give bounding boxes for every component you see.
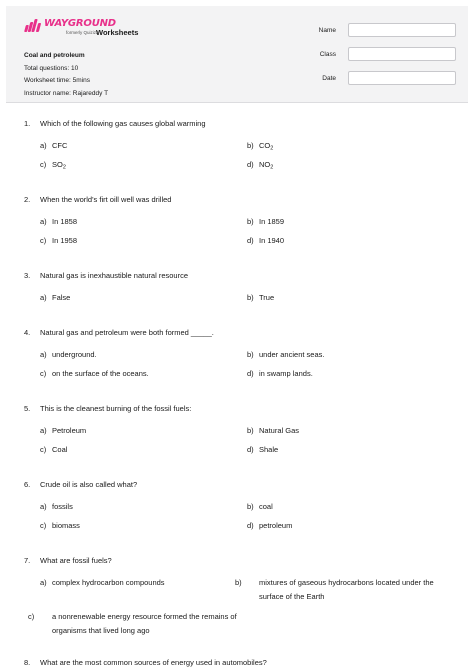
- logo-wordmark: WAYGROUND: [44, 18, 116, 29]
- option-letter: a): [40, 350, 47, 359]
- option-6-b[interactable]: [247, 500, 447, 514]
- question-text: Natural gas and petroleum were both formed _____.: [40, 328, 214, 337]
- option-text: petroleum: [259, 521, 293, 530]
- question-text: What are fossil fuels?: [40, 556, 112, 565]
- option-text: coal: [259, 502, 273, 511]
- worksheet-meta: [24, 50, 108, 100]
- option-4-d[interactable]: [247, 367, 447, 381]
- option-text: mixtures of gaseous hydrocarbons located under the surface of the Earth: [259, 578, 434, 601]
- option-2-a[interactable]: [40, 215, 240, 229]
- option-letter: b): [235, 578, 242, 587]
- question-text: Crude oil is also called what?: [40, 480, 138, 489]
- option-letter: a): [40, 502, 47, 511]
- total-questions: Total questions: 10: [24, 64, 79, 72]
- name-label: Name: [318, 27, 336, 34]
- option-text: fossils: [52, 502, 73, 511]
- option-letter: c): [40, 236, 47, 245]
- option-letter: c): [40, 521, 47, 530]
- option-2-d[interactable]: [247, 234, 447, 248]
- option-text: Petroleum: [52, 426, 87, 435]
- option-text: biomass: [52, 521, 80, 530]
- option-text: False: [52, 293, 71, 302]
- option-letter: b): [247, 293, 254, 302]
- option-3-a[interactable]: [40, 291, 240, 305]
- logo-subtitle: formerly Quizizz: [66, 30, 99, 35]
- option-6-a[interactable]: [40, 500, 240, 514]
- option-5-d[interactable]: [247, 443, 447, 457]
- option-7-a[interactable]: [40, 576, 240, 590]
- question-text: Which of the following gas causes global warming: [40, 119, 206, 128]
- question-text: Natural gas is inexhaustible natural resource: [40, 271, 188, 280]
- option-3-b[interactable]: [247, 291, 447, 305]
- option-6-c[interactable]: [40, 519, 240, 533]
- option-1-c[interactable]: [40, 158, 240, 172]
- question-number: 7.: [24, 556, 31, 565]
- option-letter: c): [40, 369, 47, 378]
- question-number: 6.: [24, 480, 31, 489]
- option-letter: c): [40, 160, 47, 169]
- question-number: 3.: [24, 271, 31, 280]
- question-3: [24, 271, 456, 280]
- question-text: What are the most common sources of energy used in automobiles?: [40, 658, 267, 667]
- option-letter: d): [247, 521, 254, 530]
- option-subscript: 2: [270, 145, 274, 152]
- option-4-a[interactable]: [40, 348, 240, 362]
- question-number: 8.: [24, 658, 31, 667]
- option-text: In 1940: [259, 236, 285, 245]
- option-text: a nonrenewable energy resource formed the remains of organisms that lived long ago: [52, 612, 237, 635]
- option-1-d[interactable]: [247, 158, 447, 172]
- option-text: Shale: [259, 445, 279, 454]
- option-text: Natural Gas: [259, 426, 300, 435]
- class-field[interactable]: [348, 47, 456, 61]
- question-6: [24, 480, 456, 489]
- question-text: This is the cleanest burning of the fossil fuels:: [40, 404, 192, 413]
- option-letter: a): [40, 293, 47, 302]
- option-5-b[interactable]: [247, 424, 447, 438]
- option-1-b[interactable]: [247, 139, 447, 153]
- option-letter: c): [28, 612, 35, 621]
- option-4-c[interactable]: [40, 367, 240, 381]
- option-subscript: 2: [270, 164, 274, 171]
- instructor-name: Instructor name: Rajareddy T: [24, 89, 109, 97]
- class-label: Class: [319, 51, 336, 58]
- option-1-a[interactable]: [40, 139, 240, 153]
- option-6-d[interactable]: [247, 519, 447, 533]
- option-text: on the surface of the oceans.: [52, 369, 149, 378]
- option-text: CFC: [52, 141, 68, 150]
- worksheet-header: [6, 6, 468, 103]
- option-text: SO: [52, 160, 63, 169]
- question-5: [24, 404, 456, 413]
- option-letter: b): [247, 426, 254, 435]
- question-number: 4.: [24, 328, 31, 337]
- option-letter: d): [247, 236, 254, 245]
- question-number: 2.: [24, 195, 31, 204]
- option-letter: a): [40, 578, 47, 587]
- option-7-b[interactable]: [235, 576, 457, 604]
- question-8: [24, 658, 456, 667]
- question-7: [24, 556, 456, 565]
- option-5-c[interactable]: [40, 443, 240, 457]
- question-number: 1.: [24, 119, 31, 128]
- question-2: [24, 195, 456, 204]
- option-2-c[interactable]: [40, 234, 240, 248]
- option-text: NO: [259, 160, 271, 169]
- option-5-a[interactable]: [40, 424, 240, 438]
- worksheet-title: Coal and petroleum: [24, 52, 85, 59]
- name-field[interactable]: [348, 23, 456, 37]
- question-1: [24, 119, 456, 128]
- option-7-c[interactable]: [28, 610, 240, 638]
- option-text: Coal: [52, 445, 68, 454]
- option-subscript: 2: [62, 164, 66, 171]
- option-4-b[interactable]: [247, 348, 447, 362]
- option-text: under ancient seas.: [259, 350, 325, 359]
- option-text: complex hydrocarbon compounds: [52, 578, 165, 587]
- option-letter: d): [247, 369, 254, 378]
- question-4: [24, 328, 456, 337]
- option-text: In 1858: [52, 217, 78, 226]
- option-letter: d): [247, 445, 254, 454]
- option-text: In 1958: [52, 236, 78, 245]
- question-number: 5.: [24, 404, 31, 413]
- option-text: in swamp lands.: [259, 369, 313, 378]
- option-2-b[interactable]: [247, 215, 447, 229]
- option-letter: b): [247, 217, 254, 226]
- option-letter: d): [247, 160, 254, 169]
- option-text: CO: [259, 141, 271, 150]
- option-text: In 1859: [259, 217, 285, 226]
- option-letter: a): [40, 141, 47, 150]
- option-letter: a): [40, 426, 47, 435]
- date-field[interactable]: [348, 71, 456, 85]
- option-text: True: [259, 293, 275, 302]
- question-text: When the world's firt oill well was drilled: [40, 195, 172, 204]
- option-letter: c): [40, 445, 47, 454]
- logo-bars-icon: [24, 19, 42, 32]
- worksheet-time: Worksheet time: 5mins: [24, 77, 90, 84]
- option-letter: b): [247, 141, 254, 150]
- header-title: Worksheets: [96, 28, 139, 37]
- option-text: underground.: [52, 350, 97, 359]
- option-letter: a): [40, 217, 47, 226]
- option-letter: b): [247, 350, 254, 359]
- option-letter: b): [247, 502, 254, 511]
- date-label: Date: [322, 75, 336, 82]
